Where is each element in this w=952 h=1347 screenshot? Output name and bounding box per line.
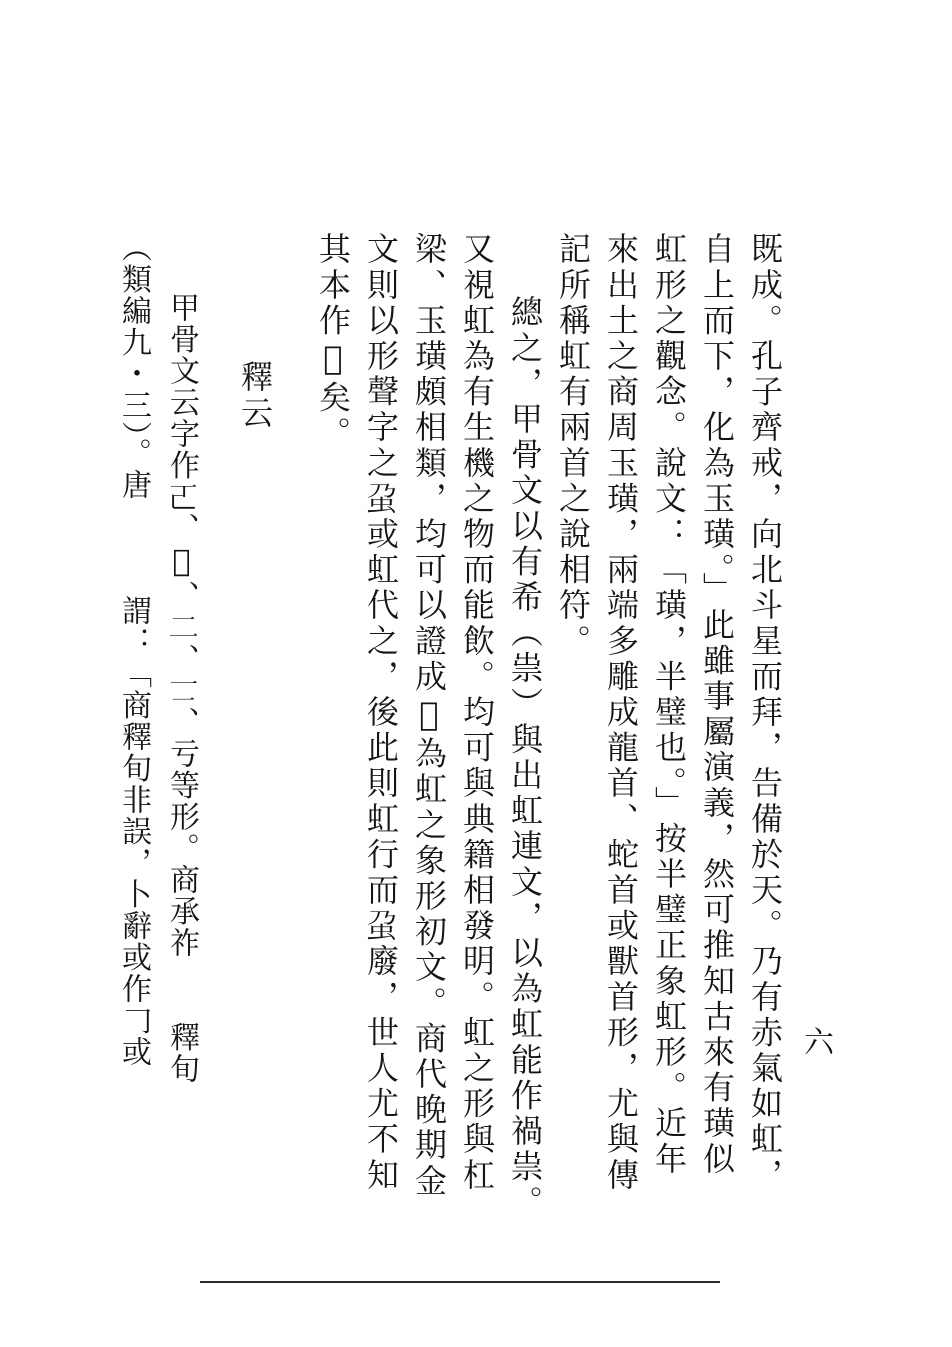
- text-column-3: 虹形之觀念。說文：「璜，半璧也。」按半璧正象虹形。近年: [650, 232, 688, 1178]
- footer-rule: [200, 1281, 720, 1283]
- page-number: 六: [798, 1026, 833, 1056]
- text-column-11: 甲骨文云字作𠀀、𠃣、𠄞、𠄟、亏等形。商承祚 釋旬: [164, 292, 199, 1085]
- text-column-6: 總之，甲骨文以有希（祟）與出虹連文，以為虹能作禍祟。: [506, 295, 544, 1221]
- text-column-2: 自上而下，化為玉璜。」此雖事屬演義，然可推知古來有璜似: [698, 232, 736, 1178]
- text-column-12: （類編九・三）。唐 謂：「商釋旬非誤，卜辭或作𠃌或: [116, 232, 151, 1068]
- text-column-5: 記所稱虹有兩首之說相符。: [554, 232, 592, 660]
- text-column-1: 既成。孔子齊戒，向北斗星而拜，告備於天。乃有赤氣如虹，: [746, 232, 784, 1194]
- text-column-4: 來出土之商周玉璜，兩端多雕成龍首、蛇首或獸首形，尤與傳: [602, 232, 640, 1194]
- text-column-8: 梁、玉璜頗相類，均可以證成𠃝為虹之象形初文。商代晚期金: [410, 232, 448, 1200]
- section-heading: 釋云: [236, 360, 274, 432]
- text-column-9: 文則以形聲字之𧈦或虹代之，後此則虹行而𧈦廢，世人尤不知: [362, 232, 400, 1194]
- text-column-10: 其本作𠃝矣。: [314, 232, 352, 452]
- text-column-7: 又視虹為有生機之物而能飲。均可與典籍相發明。虹之形與杠: [458, 232, 496, 1194]
